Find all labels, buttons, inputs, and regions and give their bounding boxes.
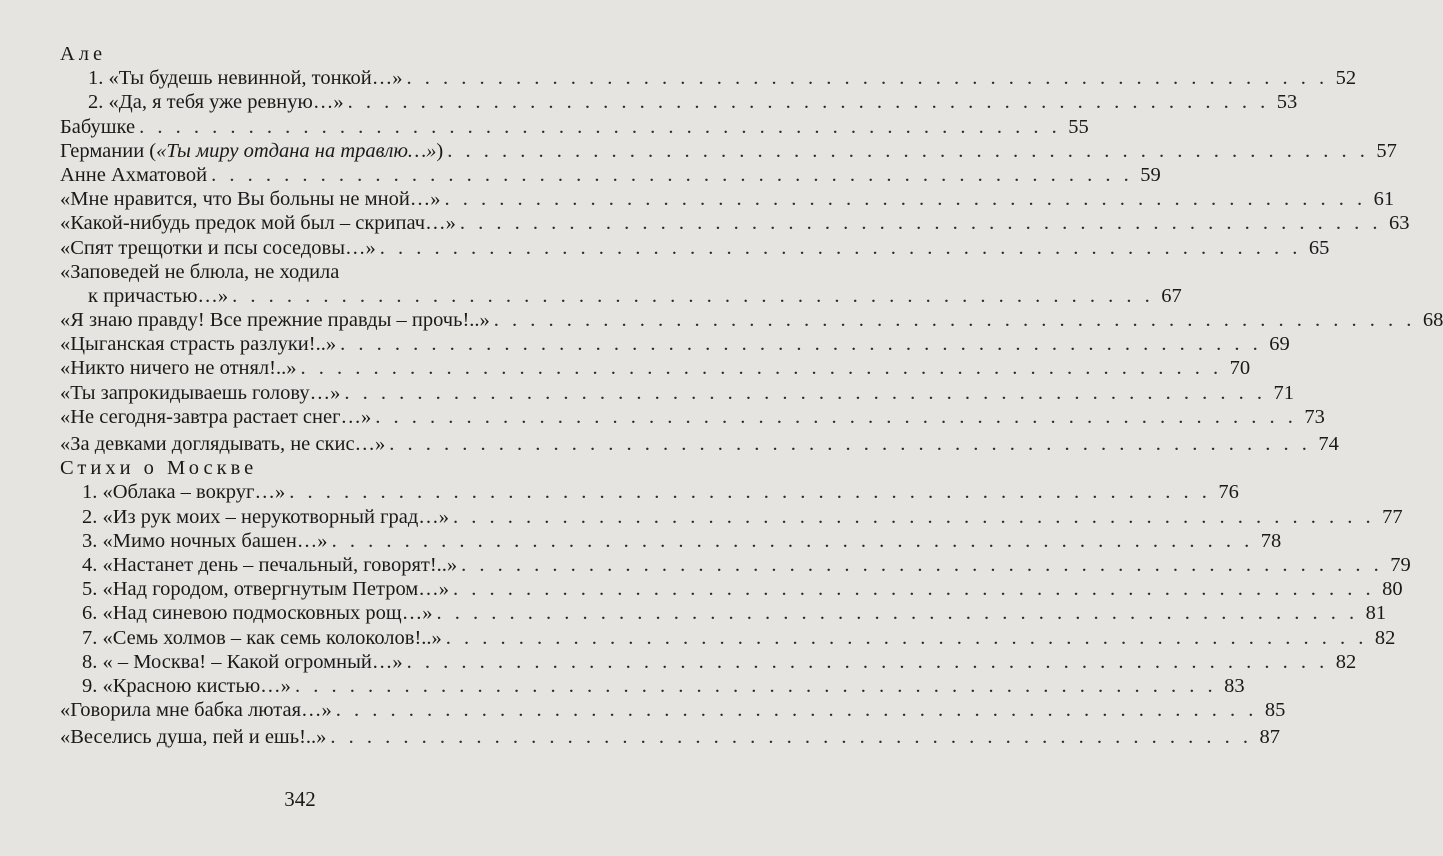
entry-title [60, 308, 490, 332]
entry-number: 9. [82, 674, 98, 697]
entry-title [60, 725, 326, 749]
entry-title-text: «Облака – вокруг…» [102, 481, 286, 504]
entry-title [60, 260, 339, 284]
toc-entry [60, 163, 1161, 187]
entry-page-number: 82 [1335, 650, 1357, 673]
entry-page-number: 61 [1373, 188, 1395, 211]
page-number: 342 [284, 787, 316, 811]
entry-page-number: 69 [1269, 333, 1290, 356]
dot-leader: . . . . . . . . . . . . . . . . . . . . . . . . . . . . . . . . . . . . . . . . . . . . . . . . . . . [444, 188, 1367, 211]
entry-title [88, 66, 402, 90]
entry-page-number: 53 [1276, 91, 1298, 114]
entry-title [60, 163, 207, 187]
entry-title [82, 601, 432, 625]
entry-title-text: «Над городом, отвергнутым Петром…» [102, 578, 450, 601]
dot-leader: . . . . . . . . . . . . . . . . . . . . . . . . . . . . . . . . . . . . . . . . . . . . . . . . . . . [289, 481, 1211, 504]
dot-leader: . . . . . . . . . . . . . . . . . . . . . . . . . . . . . . . . . . . . . . . . . . . . . . . . . . . [406, 67, 1329, 90]
toc-entry [60, 650, 1357, 674]
entry-title-text: «За девками доглядывать, не скис…» [60, 433, 386, 455]
entry-title-text: «Настанет день – печальный, говорят!..» [102, 553, 458, 576]
toc-entry [60, 626, 1396, 650]
toc-entry [60, 236, 1330, 260]
dot-leader: . . . . . . . . . . . . . . . . . . . . . . . . . . . . . . . . . . . . . . . . . . . . . . . . . . . [375, 405, 1297, 428]
entry-page-number: 78 [1260, 529, 1282, 552]
entry-number: 6. [82, 602, 98, 625]
toc-entry [60, 553, 1411, 577]
toc-entry [60, 405, 1325, 429]
entry-title [60, 187, 441, 211]
toc-entry [60, 211, 1410, 235]
entry-title-text: к причастью…» [88, 284, 229, 307]
entry-page-number: 87 [1259, 726, 1281, 749]
entry-title-text: «Какой-нибудь предок мой был – скрипач…» [60, 212, 456, 235]
entry-title [60, 698, 332, 722]
section-heading [60, 42, 569, 66]
entry-page-number: 65 [1308, 236, 1330, 259]
toc-entry [60, 480, 1239, 504]
entry-number: 1. [88, 67, 104, 90]
entry-title [60, 332, 336, 356]
toc-entry [60, 698, 1286, 722]
entry-title [82, 577, 449, 601]
entry-title [82, 480, 285, 504]
entry-title [60, 381, 340, 405]
dot-leader: . . . . . . . . . . . . . . . . . . . . . . . . . . . . . . . . . . . . . . . . . . . . . . . . . . . [139, 115, 1061, 138]
toc-entry [60, 66, 1357, 90]
entry-title-text: «Из рук моих – нерукотворный град…» [102, 505, 450, 528]
entry-title-text: Стихи о Москве [60, 457, 258, 480]
entry-title [60, 405, 371, 429]
toc-entry [60, 601, 1387, 625]
entry-title [82, 529, 328, 553]
entry-page-number: 73 [1304, 405, 1325, 428]
entry-page-number: 83 [1224, 674, 1245, 697]
entry-page-number: 80 [1382, 578, 1403, 601]
entry-title [82, 650, 403, 674]
toc-entry [60, 725, 1281, 749]
dot-leader: . . . . . . . . . . . . . . . . . . . . . . . . . . . . . . . . . . . . . . . . . . . . . . . . . . . [493, 309, 1416, 332]
entry-page-number: 55 [1068, 115, 1089, 138]
toc-entry [60, 356, 1251, 380]
entry-title [60, 42, 106, 66]
dot-leader: . . . . . . . . . . . . . . . . . . . . . . . . . . . . . . . . . . . . . . . . . . . . . . . . . . . [331, 529, 1254, 552]
dot-leader: . . . . . . . . . . . . . . . . . . . . . . . . . . . . . . . . . . . . . . . . . . . . . . . . . . . [389, 433, 1311, 455]
dot-leader: . . . . . . . . . . . . . . . . . . . . . . . . . . . . . . . . . . . . . . . . . . . . . . . . . . . [379, 236, 1302, 259]
dot-leader: . . . . . . . . . . . . . . . . . . . . . . . . . . . . . . . . . . . . . . . . . . . . . . . . . . . [335, 699, 1258, 722]
entry-page-number: 63 [1388, 212, 1410, 235]
entry-title-text: Анне Ахматовой [60, 163, 208, 186]
entry-title-text: «Не сегодня-завтра растает снег…» [60, 405, 372, 428]
entry-title-text: Бабушке [60, 115, 136, 138]
toc-entry [60, 187, 1395, 211]
toc-entry [60, 90, 1298, 114]
entry-title [88, 90, 344, 114]
entry-page-number: 77 [1382, 505, 1403, 528]
toc-entry [60, 432, 1339, 456]
entry-page-number: 52 [1335, 67, 1357, 90]
entry-number: 2. [82, 505, 98, 528]
toc-entry [60, 115, 1089, 139]
entry-page-number: 59 [1140, 163, 1161, 186]
dot-leader: . . . . . . . . . . . . . . . . . . . . . . . . . . . . . . . . . . . . . . . . . . . . . . . . . . . [294, 674, 1217, 697]
entry-number: 1. [82, 481, 98, 504]
toc-entry [60, 529, 1282, 553]
entry-page-number: 67 [1161, 284, 1182, 307]
entry-title-text: «Мимо ночных башен…» [102, 529, 328, 552]
entry-title-text: «Веселись душа, пей и ешь!..» [60, 726, 327, 749]
dot-leader: . . . . . . . . . . . . . . . . . . . . . . . . . . . . . . . . . . . . . . . . . . . . . . . . . . . [453, 505, 1375, 528]
entry-title-text: «Говорила мне бабка лютая…» [60, 699, 332, 722]
entry-title [82, 553, 457, 577]
toc-entry [60, 505, 1403, 529]
entry-title-text: «Ты будешь невинной, тонкой…» [108, 67, 403, 90]
entry-title [60, 236, 376, 260]
entry-page-number: 68 [1422, 309, 1443, 332]
entry-number: 4. [82, 553, 98, 576]
entry-title-text: «Спят трещотки и псы соседовы…» [60, 236, 376, 259]
dot-leader: . . . . . . . . . . . . . . . . . . . . . . . . . . . . . . . . . . . . . . . . . . . . . . . . . . . [459, 212, 1382, 235]
dot-leader: . . . . . . . . . . . . . . . . . . . . . . . . . . . . . . . . . . . . . . . . . . . . . . . . . . . [330, 726, 1253, 749]
entry-title-text: Але [60, 43, 107, 65]
entry-page-number: 82 [1374, 626, 1396, 649]
dot-leader: . . . . . . . . . . . . . . . . . . . . . . . . . . . . . . . . . . . . . . . . . . . . . . . . . . . [461, 553, 1383, 576]
entry-title-text: «Красною кистью…» [102, 674, 291, 697]
entry-title-text: « – Москва! – Какой огромный…» [102, 650, 403, 673]
entry-page-number: 74 [1318, 433, 1339, 455]
entry-page-number: 70 [1229, 357, 1251, 380]
dot-leader: . . . . . . . . . . . . . . . . . . . . . . . . . . . . . . . . . . . . . . . . . . . . . . . . . . . [340, 333, 1262, 356]
entry-page-number: 79 [1390, 553, 1411, 576]
toc-entry [60, 139, 1397, 163]
entry-title [82, 674, 291, 698]
entry-number: 2. [88, 91, 104, 114]
entry-title [88, 284, 228, 308]
dot-leader: . . . . . . . . . . . . . . . . . . . . . . . . . . . . . . . . . . . . . . . . . . . . . . . . . . . [453, 578, 1375, 601]
entry-title [60, 356, 297, 380]
entry-title-italic: «Ты миру отдана на травлю…» [156, 139, 437, 162]
entry-page-number: 76 [1218, 481, 1239, 504]
entry-title-text: «Я знаю правду! Все прежние правды – прочь!..» [60, 309, 490, 332]
entry-title [82, 626, 442, 650]
entry-title [60, 211, 456, 235]
entry-title-prefix: Германии ( [60, 139, 157, 162]
entry-page-number: 81 [1365, 602, 1387, 625]
toc-entry [60, 332, 1290, 356]
entry-title [82, 505, 449, 529]
table-of-contents [60, 42, 1443, 749]
entry-page-number: 71 [1273, 381, 1295, 404]
dot-leader: . . . . . . . . . . . . . . . . . . . . . . . . . . . . . . . . . . . . . . . . . . . . . . . . . . . [406, 650, 1329, 673]
entry-title-text: «Ты запрокидываешь голову…» [60, 381, 341, 404]
entry-title-suffix: ) [436, 139, 444, 162]
dot-leader: . . . . . . . . . . . . . . . . . . . . . . . . . . . . . . . . . . . . . . . . . . . . . . . . . . . [211, 163, 1133, 186]
section-heading [60, 456, 569, 480]
dot-leader: . . . . . . . . . . . . . . . . . . . . . . . . . . . . . . . . . . . . . . . . . . . . . . . . . . . [347, 91, 1270, 114]
entry-title-text: «Семь холмов – как семь колоколов!..» [102, 626, 442, 649]
dot-leader: . . . . . . . . . . . . . . . . . . . . . . . . . . . . . . . . . . . . . . . . . . . . . . . . . . . [344, 381, 1267, 404]
dot-leader: . . . . . . . . . . . . . . . . . . . . . . . . . . . . . . . . . . . . . . . . . . . . . . . . . . . [232, 284, 1154, 307]
entry-title-text: «Заповедей не блюла, не ходила [60, 260, 340, 283]
toc-entry [60, 284, 1182, 308]
entry-title [60, 432, 385, 456]
toc-entry [60, 260, 569, 284]
entry-title-text: «Над синевою подмосковных рощ…» [102, 602, 433, 625]
entry-number: 8. [82, 650, 98, 673]
entry-title [60, 115, 135, 139]
entry-number: 7. [82, 626, 98, 649]
entry-title [60, 139, 443, 163]
dot-leader: . . . . . . . . . . . . . . . . . . . . . . . . . . . . . . . . . . . . . . . . . . . . . . . . . . . [445, 626, 1368, 649]
toc-entry [60, 381, 1295, 405]
dot-leader: . . . . . . . . . . . . . . . . . . . . . . . . . . . . . . . . . . . . . . . . . . . . . . . . . . . [436, 602, 1359, 625]
dot-leader: . . . . . . . . . . . . . . . . . . . . . . . . . . . . . . . . . . . . . . . . . . . . . . . . . . . [447, 139, 1369, 162]
entry-title-text: «Цыганская страсть разлуки!..» [60, 333, 337, 356]
entry-title-text: «Никто ничего не отнял!..» [60, 357, 297, 380]
toc-entry [60, 308, 1443, 332]
entry-number: 5. [82, 578, 98, 601]
entry-number: 3. [82, 529, 98, 552]
entry-title-text: «Да, я тебя уже ревную…» [108, 91, 344, 114]
toc-entry [60, 674, 1245, 698]
entry-title [60, 456, 257, 480]
toc-entry [60, 577, 1403, 601]
dot-leader: . . . . . . . . . . . . . . . . . . . . . . . . . . . . . . . . . . . . . . . . . . . . . . . . . . . [300, 357, 1223, 380]
entry-page-number: 85 [1264, 699, 1286, 722]
entry-title-text: «Мне нравится, что Вы больны не мной…» [60, 188, 441, 211]
entry-page-number: 57 [1376, 139, 1397, 162]
